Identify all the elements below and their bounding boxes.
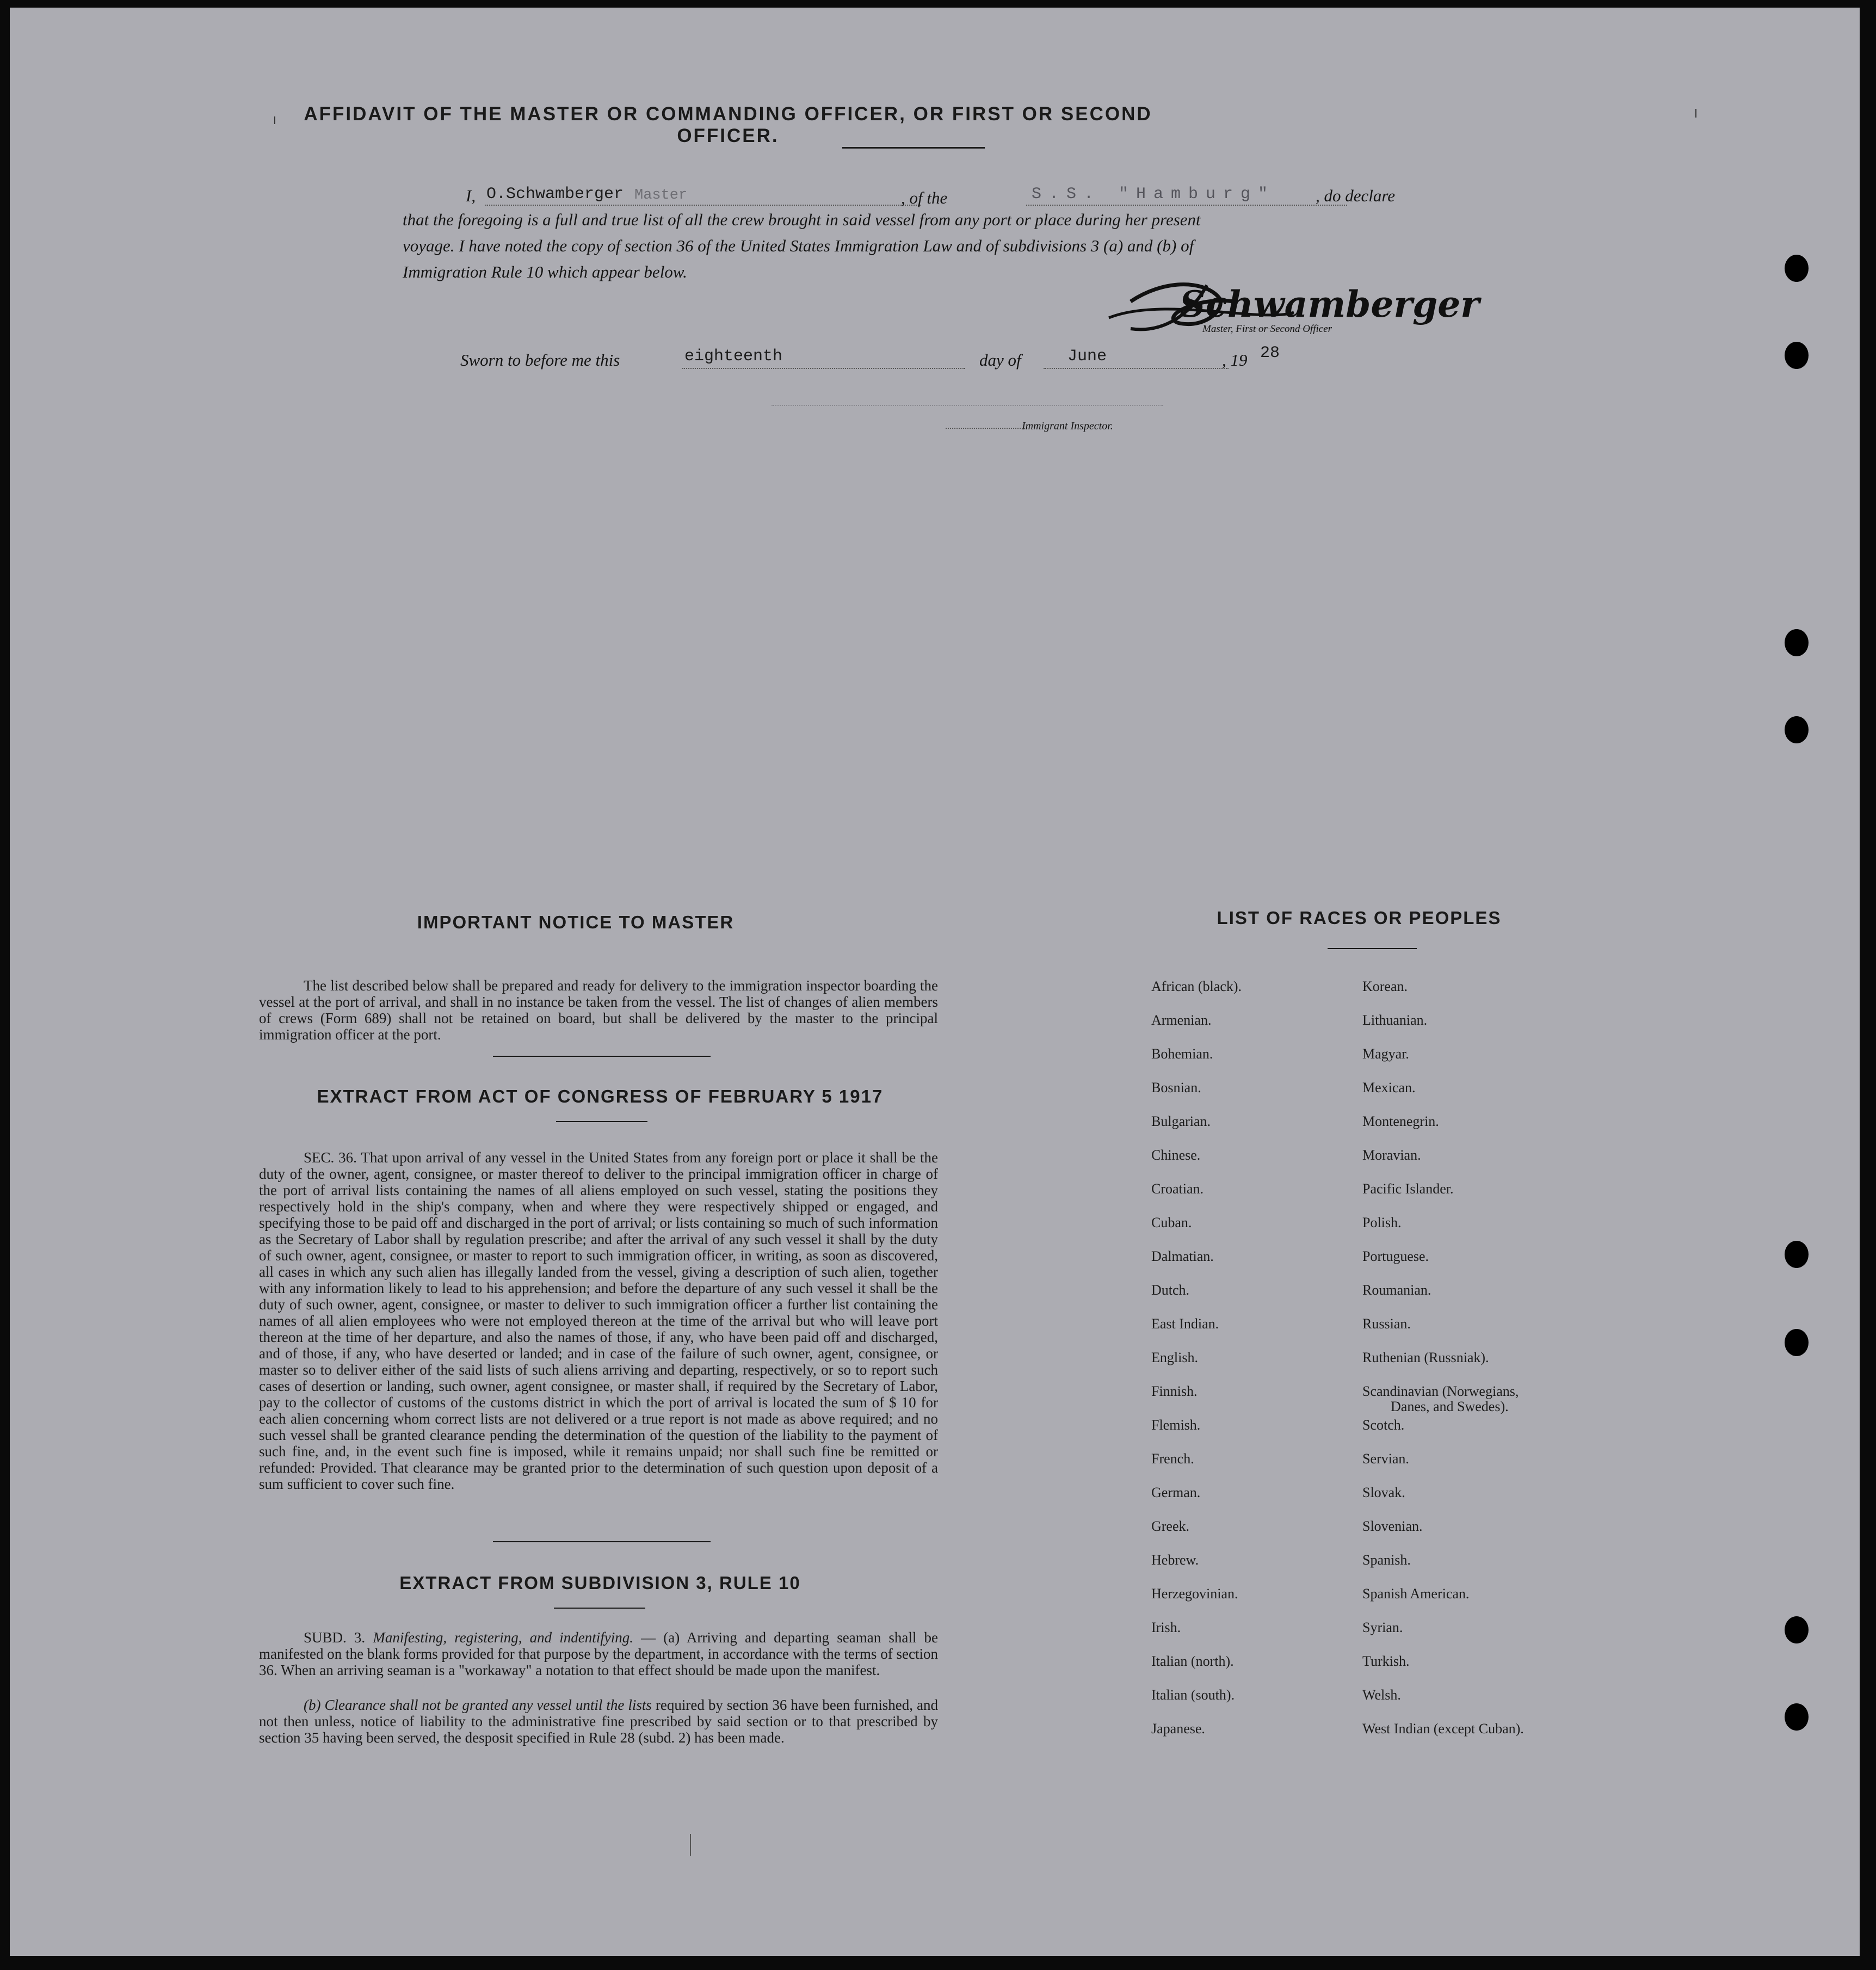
race-item: Lithuanian. [1362, 1012, 1428, 1028]
master-name-dotted-line [485, 205, 921, 206]
race-item: Spanish. [1362, 1552, 1411, 1568]
race-item: Mexican. [1362, 1080, 1416, 1095]
race-item: Croatian. [1151, 1181, 1204, 1197]
race-item: Roumanian. [1362, 1282, 1431, 1298]
race-item: Italian (south). [1151, 1687, 1235, 1703]
inspector-caption-line [946, 428, 1027, 429]
race-item: Japanese. [1151, 1721, 1205, 1737]
act-title-rule [556, 1121, 647, 1122]
sworn-month-dotted-line [1044, 368, 1229, 369]
race-item: Irish. [1151, 1620, 1181, 1635]
scan-mark [1695, 109, 1696, 118]
signature-caption-master: Master, [1202, 323, 1233, 335]
notice-title: IMPORTANT NOTICE TO MASTER [417, 912, 735, 932]
para-a-heading: Manifesting, registering, and indentifying. [373, 1629, 633, 1646]
notice-body: The list described below shall be prepared and ready for delivery to the immigration inspector boarding the vessel at the port of arrival, and shall in no instance be taken from the vessel. The list of changes of alien members of crews (Form 689) shall not be retained on board, but shall be delivered by the master to the principal immigration officer at the port. [259, 977, 938, 1043]
race-item: French. [1151, 1451, 1194, 1467]
race-item: Herzegovinian. [1151, 1586, 1238, 1602]
race-item: Slovak. [1362, 1485, 1405, 1500]
para-b-lists: lists [628, 1697, 652, 1713]
race-item: African (black). [1151, 978, 1242, 994]
signature-caption-struck: First or Second Officer [1236, 323, 1332, 335]
race-item: Cuban. [1151, 1215, 1192, 1230]
subdivision-para-a [259, 1629, 938, 1678]
race-item: Scotch. [1362, 1417, 1405, 1433]
binder-hole [1785, 716, 1809, 743]
subdivision-title: EXTRACT FROM SUBDIVISION 3, RULE 10 [399, 1573, 801, 1593]
affidavit-line-4: Immigration Rule 10 which appear below. [403, 262, 687, 281]
race-item: West Indian (except Cuban). [1362, 1721, 1524, 1737]
race-item: Servian. [1362, 1451, 1409, 1467]
race-item: Dalmatian. [1151, 1248, 1214, 1264]
affidavit-line-1 [466, 182, 1445, 206]
race-item: Polish. [1362, 1215, 1402, 1230]
race-item: Moravian. [1362, 1147, 1421, 1163]
master-signature [1098, 263, 1479, 350]
act-title: EXTRACT FROM ACT OF CONGRESS OF FEBRUARY 5 1917 [317, 1086, 884, 1106]
para-b-body: required by section 36 have been furnished, and not then unless, notice of liability to the administrative fine prescribed by said section or to that prescribed by section 35 having been served, the desposit specified in Rule 28 (subd. 2) has been made. [259, 1697, 938, 1746]
binder-hole [1785, 1241, 1809, 1268]
signature-text: Schwamberger [1180, 283, 1480, 325]
race-item: Montenegrin. [1362, 1113, 1439, 1129]
race-item: Finnish. [1151, 1383, 1198, 1399]
day-of-label: day of [979, 350, 1021, 370]
race-item: Russian. [1362, 1316, 1411, 1332]
race-item: Korean. [1362, 978, 1408, 994]
subdivision-para-b [259, 1697, 938, 1746]
affidavit-line-3: voyage. I have noted the copy of section 36 of the United States Immigration Law and of subdivisions 3 (a) and (b) of [403, 236, 1194, 255]
vessel-name-value: S.S. "Hamburg" [1032, 185, 1276, 204]
sworn-line [460, 344, 1331, 374]
notice-rule [493, 1056, 711, 1057]
affidavit-title: AFFIDAVIT OF THE MASTER OR COMMANDING OFFICER, OR FIRST OR SECOND OFFICER. [304, 103, 1152, 146]
master-title-typed: Master [634, 187, 688, 204]
races-title-rule [1328, 948, 1417, 949]
binder-hole [1785, 629, 1809, 656]
document-page [10, 8, 1860, 1956]
race-item: Bosnian. [1151, 1080, 1201, 1095]
declare-label: , do declare [1316, 186, 1396, 205]
race-item: Dutch. [1151, 1282, 1190, 1298]
i-label: I, [466, 186, 476, 205]
race-item: Greek. [1151, 1518, 1190, 1534]
sworn-label: Sworn to before me this [460, 350, 620, 370]
para-a-body: — (a) Arriving and departing seaman shall be manifested on the blank forms provided for that purpose by the department, in accordance with the terms of section 36. When an arriving seaman is a "workaway" a notation to that effect should be made upon the manifest. [259, 1629, 939, 1678]
of-the-label: , of the [901, 188, 948, 207]
binder-hole [1785, 1616, 1809, 1643]
master-name-value: O.Schwamberger [486, 185, 624, 204]
scan-mark [690, 1834, 691, 1856]
race-item: English. [1151, 1350, 1198, 1365]
binder-hole [1785, 1329, 1809, 1356]
binder-hole [1785, 255, 1809, 282]
race-item: East Indian. [1151, 1316, 1219, 1332]
vessel-name-dotted-line [1026, 205, 1347, 206]
para-a-lead: SUBD. 3. [304, 1629, 366, 1646]
subdivision-title-rule [554, 1608, 645, 1609]
races-list-right [1360, 978, 1741, 1768]
affidavit-title-rule [842, 147, 985, 149]
race-item: Scandinavian (Norwegians, [1362, 1383, 1519, 1399]
act-rule [493, 1541, 711, 1542]
signature-caption [1202, 323, 1332, 335]
race-item: Ruthenian (Russniak). [1362, 1350, 1489, 1365]
race-item-continuation: Danes, and Swedes). [1391, 1399, 1509, 1414]
race-item: Flemish. [1151, 1417, 1201, 1433]
race-item: German. [1151, 1485, 1201, 1500]
affidavit-line-2: that the foregoing is a full and true list of all the crew brought in said vessel from any port or place during her present [403, 210, 1201, 229]
races-title: LIST OF RACES OR PEOPLES [1217, 908, 1502, 928]
para-b-lead: (b) Clearance shall not be granted any vessel until the [304, 1697, 625, 1713]
race-item: Spanish American. [1362, 1586, 1470, 1602]
race-item: Armenian. [1151, 1012, 1212, 1028]
sworn-month-value: June [1067, 347, 1107, 366]
sworn-day-dotted-line [682, 368, 965, 369]
race-item: Hebrew. [1151, 1552, 1199, 1568]
race-item: Welsh. [1362, 1687, 1401, 1703]
inspector-caption: Immigrant Inspector. [1022, 420, 1113, 432]
race-item: Slovenian. [1362, 1518, 1423, 1534]
race-item: Bohemian. [1151, 1046, 1213, 1062]
act-body: SEC. 36. That upon arrival of any vessel in the United States from any foreign port or place it shall be the duty of the owner, agent, consignee, or master thereof to deliver to the principal immigration officer in charge of the port of arrival lists containing the names of all aliens employed on such vessel, stating the positions they respectively hold in the ship's company, when and where they were respectively shipped or engaged, and specifying those to be paid off and discharged in the port of arrival; or lists containing so much of such information as the Secretary of Labor shall by regulation prescribe; and after the arrival of any such vessel it shall by the duty of such owner, agent, consignee, or master to report to such immigration officer, in writing, as soon as discovered, all cases in which any such alien has illegally landed from the vessel, giving a description of such alien, together with any information likely to lead to his apprehension; and before the departure of any such vessel it shall be the duty of such owner, agent, consignee, or master to deliver to such immigration officer a further list containing the names of all alien employees who were not employed thereon at the time of the arrival but who will leave port thereon at the time of her departure, and also the names of those, if any, who have been paid off and discharged, and of those, if any, who have deserted or landed; and in case of the failure of such owner, agent, consignee, or master so to deliver either of the said lists of such aliens arriving and departing, respectively, or so to report such cases of desertion or landing, such owner, agent consignee, or master shall, if required by the Secretary of Labor, pay to the collector of customs of the customs district in which the port of arrival is located the sum of $ 10 for each alien concerning whom correct lists are not delivered or a true report is not made as above required; and no such vessel shall be granted clearance pending the determination of the question of the liability to the payment of such fine, and, in the event such fine is imposed, while it remains unpaid; nor shall such fine be remitted or refunded: Provided. That clearance may be granted prior to the determination of such question upon deposit of a sum sufficient to cover such fine. [259, 1149, 938, 1492]
year-suffix-value: 28 [1260, 344, 1280, 362]
race-item: Syrian. [1362, 1620, 1403, 1635]
race-item: Magyar. [1362, 1046, 1409, 1062]
race-item: Portuguese. [1362, 1248, 1429, 1264]
sworn-day-value: eighteenth [684, 347, 783, 366]
race-item: Pacific Islander. [1362, 1181, 1454, 1197]
race-item: Italian (north). [1151, 1653, 1234, 1669]
scan-mark [274, 116, 275, 124]
binder-hole [1785, 342, 1809, 369]
race-item: Chinese. [1151, 1147, 1201, 1163]
binder-hole [1785, 1703, 1809, 1731]
year-prefix: , 19 [1222, 350, 1248, 370]
race-item: Turkish. [1362, 1653, 1410, 1669]
inspector-signature-line [772, 405, 1163, 406]
race-item: Bulgarian. [1151, 1113, 1211, 1129]
